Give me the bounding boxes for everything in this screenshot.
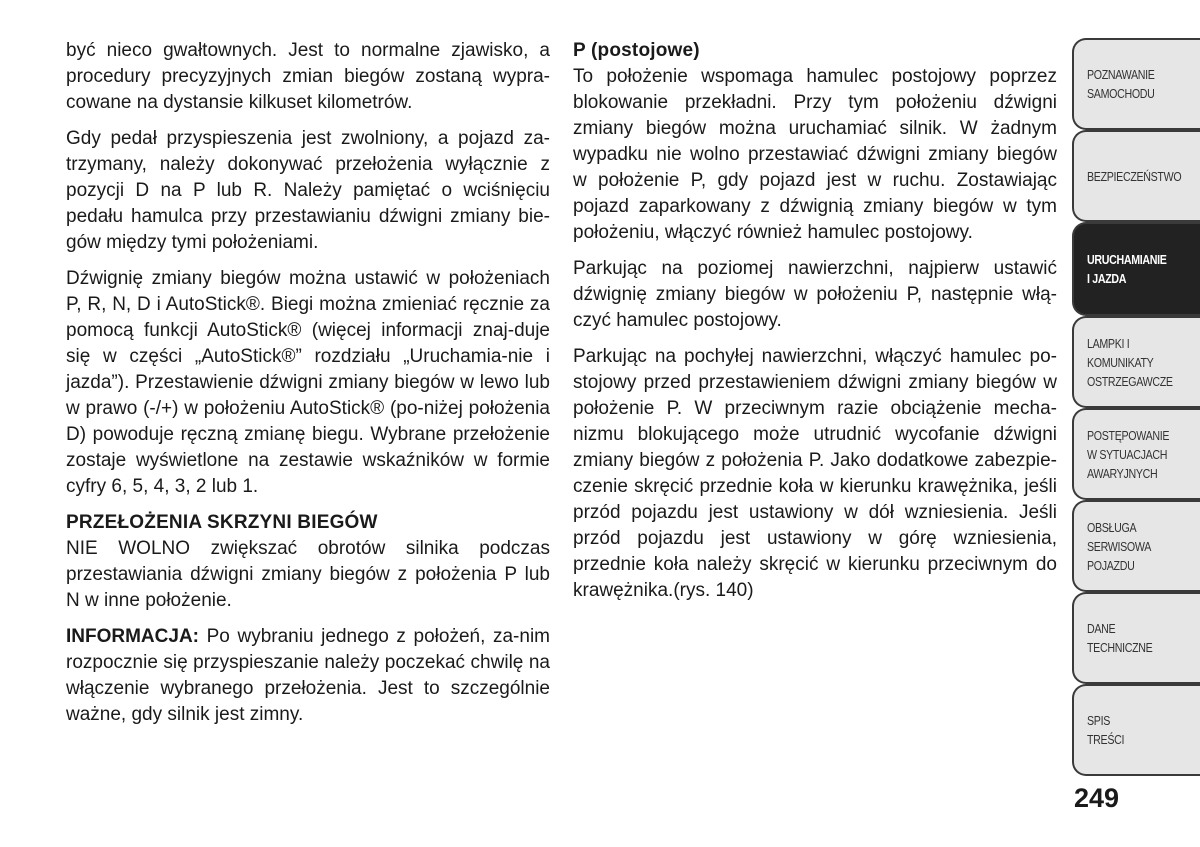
info-paragraph <box>66 624 550 728</box>
tab-label: SPIS TREŚCI <box>1087 713 1125 747</box>
paragraph: NIE WOLNO zwiększać obrotów silnika podczas przestawiania dźwigni zmiany biegów z położenia P lub N w inne położenie. <box>66 538 550 611</box>
paragraph: Parkując na pochyłej nawierzchni, włączyć hamulec po-stojowy przed przestawieniem dźwigni zmiany biegów w położenie P. W przeciwnym razie obciążenie mecha-nizmu blokującego może utrudnić wycofanie dźwigni zmiany biegów z położenia P. Jako dodatkowe zabezpie-czenie skręcić przednie koła w kierunku krawężnika, jeśli przód pojazdu jest ustawiony w dół wzniesienia. Jeśli przód pojazdu jest ustawiony w górę wzniesienia, przednie koła należy skręcić w kierunku przeciwnym do krawężnika.(rys. 140) <box>573 346 1057 601</box>
tab-label: OBSŁUGA SERWISOWA POJAZDU <box>1087 519 1151 573</box>
tab-bezpieczenstwo[interactable] <box>1072 130 1200 222</box>
tab-label: POZNAWANIE SAMOCHODU <box>1087 67 1155 101</box>
tab-label: POSTĘPOWANIE W SYTUACJACH AWARYJNYCH <box>1087 427 1170 481</box>
paragraph: To położenie wspomaga hamulec postojowy poprzez blokowanie przekładni. Przy tym położeniu dźwigni zmiany biegów można uruchamiać silnik. W żadnym wypadku nie wolno przestawiać dźwigni zmiany biegów w położenie P, gdy pojazd jest w ruchu. Zostawiając pojazd zaparkowany z dźwignią zmiany biegów w tym położeniu, włączyć również hamulec postojowy. <box>573 66 1057 243</box>
tab-poznawanie-samochodu[interactable] <box>1072 38 1200 130</box>
right-column <box>573 38 1057 614</box>
tab-spis-tresci[interactable] <box>1072 684 1200 776</box>
left-column <box>66 38 550 738</box>
tab-uruchamianie-i-jazda[interactable] <box>1072 222 1200 316</box>
section-heading: PRZEŁOŻENIA SKRZYNI BIEGÓW <box>66 512 378 533</box>
paragraph: Dźwignię zmiany biegów można ustawić w położeniach P, R, N, D i AutoStick®. Biegi można zmieniać ręcznie za pomocą funkcji AutoStick® (więcej informacji znaj-duje się w części „AutoStick®” rozdziału „Uruchamia-nie i jazda”). Przestawienie dźwigni zmiany biegów w lewo lub w prawo (-/+) w położeniu AutoStick® (po-niżej położenia D) powoduje ręczną zmianę biegu. Wybrane przełożenie zostaje wyświetlone na zestawie wskaźników w formie cyfry 6, 5, 4, 3, 2 lub 1. <box>66 268 550 497</box>
tab-dane-techniczne[interactable] <box>1072 592 1200 684</box>
tab-obsluga-serwisowa[interactable] <box>1072 500 1200 592</box>
info-text: Po wybraniu jednego z położeń, za-nim rozpocznie się przyspieszanie należy poczekać chwilę na włączenie wybranego przełożenia. Jest to szczególnie ważne, gdy silnik jest zimny. <box>66 626 550 725</box>
paragraph: Parkując na poziomej nawierzchni, najpierw ustawić dźwignię zmiany biegów w położeniu P, następnie włą-czyć hamulec postojowy. <box>573 258 1057 331</box>
tab-lampki-i-komunikaty[interactable] <box>1072 316 1200 408</box>
tab-postepowanie-w-sytuacjach-awaryjnych[interactable] <box>1072 408 1200 500</box>
tab-label: URUCHAMIANIE I JAZDA <box>1087 252 1167 286</box>
info-label: INFORMACJA: <box>66 626 199 647</box>
paragraph: Gdy pedał przyspieszenia jest zwolniony, a pojazd za-trzymany, należy dokonywać przełożenia wyłącznie z pozycji D na P lub R. Należy pamiętać o wciśnięciu pedału hamulca przy przestawianiu dźwigni zmiany bie-gów między tymi położeniami. <box>66 128 550 253</box>
tab-label: LAMPKI I KOMUNIKATY OSTRZEGAWCZE <box>1087 335 1173 389</box>
tab-label: BEZPIECZEŃSTWO <box>1087 168 1182 184</box>
paragraph: być nieco gwałtownych. Jest to normalne zjawisko, a procedury precyzyjnych zmian biegów zostaną wypra-cowane na dystansie kilkuset kilometrów. <box>66 40 550 113</box>
page-number: 249 <box>1074 783 1120 813</box>
tab-label: DANE TECHNICZNE <box>1087 621 1153 655</box>
section-heading: P (postojowe) <box>573 40 700 61</box>
